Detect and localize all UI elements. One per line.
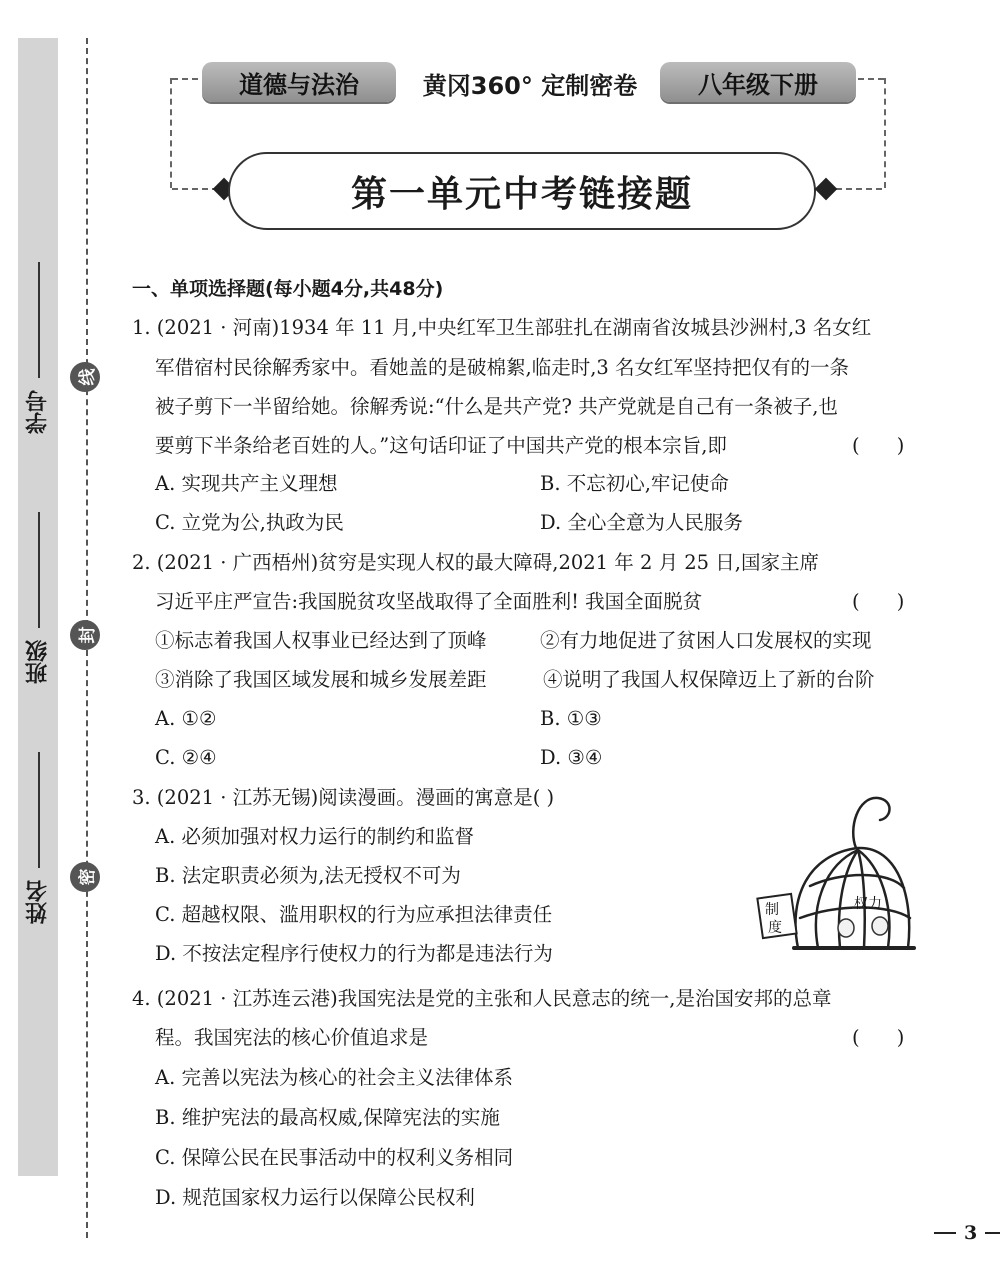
book-label-part: 度 [768, 920, 782, 936]
q2-option-b[interactable]: B. ①③ [540, 707, 602, 730]
q3-option-c[interactable]: C. 超越权限、滥用职权的行为应承担法律责任 [155, 903, 553, 926]
q4-line: 4. (2021 · 江苏连云港)我国宪法是党的主张和人民意志的统一,是治国安邦的总章 [132, 987, 832, 1010]
student-id-blank [38, 262, 40, 378]
unit-title: 第一单元中考链接题 [350, 172, 693, 215]
q1-line: 要剪下半条给老百姓的人。”这句话印证了中国共产党的根本宗旨,即 [155, 434, 727, 457]
q3-line: 3. (2021 · 江苏无锡)阅读漫画。漫画的寓意是( ) [132, 786, 555, 809]
q4-option-c[interactable]: C. 保障公民在民事活动中的权利义务相同 [155, 1146, 514, 1169]
q2-statement-4: ④说明了我国人权保障迈上了新的台阶 [543, 668, 875, 691]
name-field [14, 752, 62, 932]
q1-line: 1. (2021 · 河南)1934 年 11 月,中央红军卫生部驻扎在湖南省汝城县沙洲村,3 名女红 [132, 316, 872, 339]
q2-option-a[interactable]: A. ①② [155, 707, 217, 730]
section-heading: 一、单项选择题(每小题4分,共48分) [132, 278, 444, 300]
cage-label: 权力 [854, 896, 882, 912]
grade-badge: 八年级下册 [660, 62, 856, 102]
seal-secret-mark: 密 [70, 862, 100, 892]
q1-answer-blank[interactable]: ( ) [852, 434, 905, 457]
name-blank [38, 752, 40, 868]
seal-line-mark: 线 [70, 362, 100, 392]
q2-line: 习近平庄严宣告:我国脱贫攻坚战取得了全面胜利! 我国全面脱贫 [155, 590, 703, 613]
class-blank [38, 512, 40, 628]
q2-statement-1: ①标志着我国人权事业已经达到了顶峰 [155, 629, 487, 652]
subject-badge: 道德与法治 [202, 62, 396, 102]
class-field [14, 512, 62, 692]
page-rule-right [985, 1232, 1000, 1234]
book-label-part: 制 [765, 902, 779, 918]
class-label: 班级 [25, 640, 51, 684]
q2-statement-2: ②有力地促进了贫困人口发展权的实现 [540, 629, 872, 652]
q2-line: 2. (2021 · 广西梧州)贫穷是实现人权的最大障碍,2021 年 2 月 25 日,国家主席 [132, 551, 819, 574]
q3-option-b[interactable]: B. 法定职责必须为,法无授权不可为 [155, 864, 461, 887]
q1-option-b[interactable]: B. 不忘初心,牢记使命 [540, 472, 729, 495]
q2-statement-3: ③消除了我国区域发展和城乡发展差距 [155, 668, 487, 691]
page-number-value: 3 [964, 1222, 978, 1244]
unit-title-frame [228, 152, 816, 230]
q4-option-a[interactable]: A. 完善以宪法为核心的社会主义法律体系 [155, 1066, 513, 1089]
q1-line: 军借宿村民徐解秀家中。看她盖的是破棉絮,临走时,3 名女红军坚持把仅有的一条 [155, 356, 850, 379]
name-label: 姓名 [25, 880, 51, 924]
q1-option-a[interactable]: A. 实现共产主义理想 [155, 472, 338, 495]
power-cage-cartoon [748, 788, 924, 958]
student-id-field [14, 262, 62, 442]
q4-option-d[interactable]: D. 规范国家权力运行以保障公民权利 [155, 1186, 475, 1209]
brand-title: 黄冈360° 定制密卷 [422, 71, 638, 100]
page-number [934, 1222, 1000, 1244]
q4-line: 程。我国宪法的核心价值追求是 [155, 1026, 429, 1049]
q2-answer-blank[interactable]: ( ) [852, 590, 905, 613]
q3-option-d[interactable]: D. 不按法定程序行使权力的行为都是违法行为 [155, 942, 553, 965]
q4-option-b[interactable]: B. 维护宪法的最高权威,保障宪法的实施 [155, 1106, 500, 1129]
student-id-label: 学号 [25, 390, 51, 434]
q4-answer-blank[interactable]: ( ) [852, 1026, 905, 1049]
q1-line: 被子剪下一半留给她。徐解秀说:“什么是共产党? 共产党就是自己有一条被子,也 [155, 395, 838, 418]
q3-option-a[interactable]: A. 必须加强对权力运行的制约和监督 [155, 825, 474, 848]
page-rule-left [934, 1232, 956, 1234]
q2-option-d[interactable]: D. ③④ [540, 746, 603, 769]
q1-option-d[interactable]: D. 全心全意为人民服务 [540, 511, 743, 534]
cage-hook-icon [853, 798, 889, 848]
q1-option-c[interactable]: C. 立党为公,执政为民 [155, 511, 344, 534]
q2-option-c[interactable]: C. ②④ [155, 746, 217, 769]
seal-seal-mark: 封 [70, 620, 100, 650]
